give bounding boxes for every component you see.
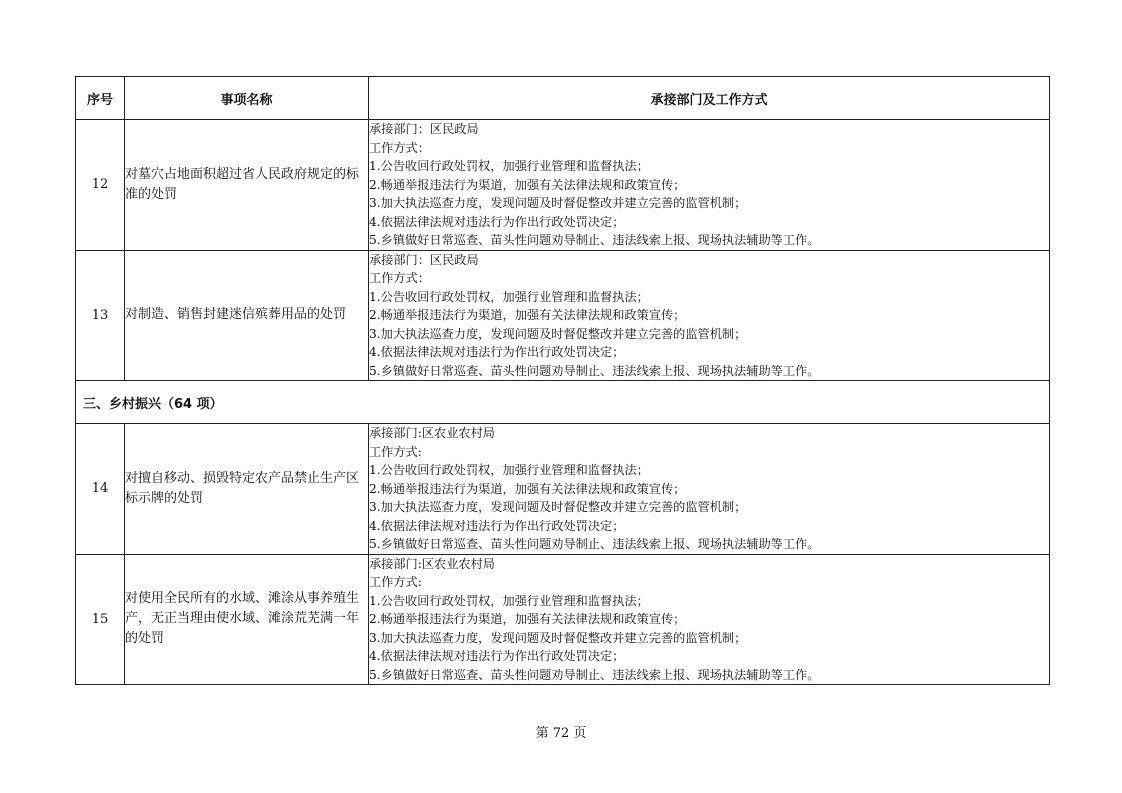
detail-line: 3.加大执法巡查力度，发现问题及时督促整改并建立完善的监管机制； <box>369 326 747 341</box>
table-row <box>76 250 1050 381</box>
section-row <box>76 381 1050 424</box>
detail-line: 2.畅通举报违法行为渠道，加强有关法律法规和政策宣传； <box>369 308 686 322</box>
detail-line: 承接部门:区农业农村局 <box>369 426 495 440</box>
detail-line: 承接部门：区民政局 <box>369 252 479 267</box>
detail-line: 3.加大执法巡查力度，发现问题及时督促整改并建立完善的监管机制； <box>369 196 747 210</box>
row-seq: 15 <box>76 554 125 685</box>
row-detail <box>369 554 1050 685</box>
detail-line: 5.乡镇做好日常巡查、苗头性问题劝导制止、违法线索上报、现场执法辅助等工作。 <box>369 363 820 378</box>
detail-line: 3.加大执法巡查力度，发现问题及时督促整改并建立完善的监管机制； <box>369 630 747 645</box>
detail-line: 工作方式： <box>369 140 430 155</box>
detail-line: 5.乡镇做好日常巡查、苗头性问题劝导制止、违法线索上报、现场执法辅助等工作。 <box>369 667 820 682</box>
header-detail: 承接部门及工作方式 <box>369 77 1050 120</box>
detail-line: 2.畅通举报违法行为渠道，加强有关法律法规和政策宣传； <box>369 612 686 626</box>
detail-line: 2.畅通举报违法行为渠道，加强有关法律法规和政策宣传； <box>369 481 686 496</box>
table-row <box>76 424 1050 555</box>
row-item-name: 对制造、销售封建迷信殡葬用品的处罚 <box>125 250 369 381</box>
detail-line: 承接部门:区农业农村局 <box>369 556 495 571</box>
detail-line: 1.公告收回行政处罚权，加强行业管理和监督执法； <box>369 289 649 304</box>
detail-line: 2.畅通举报违法行为渠道，加强有关法律法规和政策宣传； <box>369 177 686 192</box>
detail-line: 4.依据法律法规对违法行为作出行政处罚决定； <box>369 345 625 359</box>
header-name: 事项名称 <box>125 77 369 120</box>
detail-line: 承接部门：区民政局 <box>369 122 479 136</box>
section-title: 三、乡村振兴（64 项） <box>76 381 1050 424</box>
detail-line: 4.依据法律法规对违法行为作出行政处罚决定； <box>369 518 625 533</box>
detail-line: 工作方式： <box>369 271 430 285</box>
detail-line: 3.加大执法巡查力度，发现问题及时督促整改并建立完善的监管机制； <box>369 500 747 514</box>
row-detail <box>369 120 1050 251</box>
detail-line: 4.依据法律法规对违法行为作出行政处罚决定； <box>369 649 625 663</box>
detail-line: 1.公告收回行政处罚权，加强行业管理和监督执法； <box>369 593 649 608</box>
table-row <box>76 554 1050 685</box>
row-item-name: 对墓穴占地面积超过省人民政府规定的标准的处罚 <box>125 120 369 251</box>
detail-line: 5.乡镇做好日常巡查、苗头性问题劝导制止、违法线索上报、现场执法辅助等工作。 <box>369 537 820 551</box>
items-table <box>75 76 1050 685</box>
row-seq: 13 <box>76 250 125 381</box>
page-number: 第 72 页 <box>535 726 587 741</box>
detail-line: 4.依据法律法规对违法行为作出行政处罚决定； <box>369 214 625 229</box>
row-detail <box>369 250 1050 381</box>
row-item-name: 对擅自移动、损毁特定农产品禁止生产区标示牌的处罚 <box>125 424 369 555</box>
detail-line: 工作方式: <box>369 575 422 589</box>
table-row <box>76 120 1050 251</box>
row-item-name: 对使用全民所有的水域、滩涂从事养殖生产，无正当理由使水域、滩涂荒芜满一年的处罚 <box>125 554 369 685</box>
row-detail <box>369 424 1050 555</box>
header-seq: 序号 <box>76 77 125 120</box>
row-seq: 12 <box>76 120 125 251</box>
row-seq: 14 <box>76 424 125 555</box>
detail-line: 工作方式: <box>369 444 422 459</box>
table-header-row <box>76 77 1050 120</box>
detail-line: 5.乡镇做好日常巡查、苗头性问题劝导制止、违法线索上报、现场执法辅助等工作。 <box>369 233 820 247</box>
detail-line: 1.公告收回行政处罚权，加强行业管理和监督执法； <box>369 159 649 173</box>
detail-line: 1.公告收回行政处罚权，加强行业管理和监督执法； <box>369 463 649 477</box>
